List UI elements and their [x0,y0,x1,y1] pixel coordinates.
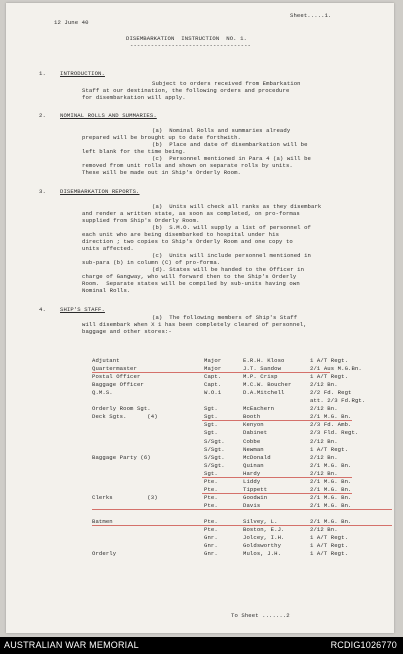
staff-unit: 2/12 Bn. [310,405,338,413]
document-date: 12 June 40 [54,19,89,26]
staff-rank: Gnr. [204,550,218,558]
section-2-line: These will be made out in Ship's Orderly Room. [82,169,242,176]
staff-unit: 2/1 M.G. Bn. [310,461,352,469]
section-3-line: direction ; two copies to Ship's Orderly Room and one copy to [82,238,293,245]
staff-rank: Gnr. [204,542,218,550]
red-pencil-underline [202,493,352,494]
staff-unit: 2/1 M.G. Bn. [310,477,352,485]
staff-name: Newman [243,445,264,453]
section-2-line: (c) Personnel mentioned in Para 4 (a) will be [152,155,312,162]
footer-institution: AUSTRALIAN WAR MEMORIAL [4,640,139,650]
staff-rank: Capt. [204,373,222,381]
archive-footer-bar [0,637,403,654]
staff-unit: 2/3 Fd. Amb. [310,421,352,429]
red-pencil-underline [92,525,392,526]
staff-name: Goldsworthy [243,542,282,550]
section-2-line: (a) Nominal Rolls and summaries already [152,127,291,134]
staff-unit: 2/1 M.G. Bn. [310,501,352,509]
staff-name: Quinan [243,461,264,469]
staff-unit: 2/2 Fd. Regt [310,389,352,397]
section-2-number: 2. [39,112,46,119]
red-pencil-underline [202,477,352,478]
staff-unit: 1 A/T Regt. [310,373,349,381]
staff-rank: Gnr. [204,534,218,542]
section-4-heading: SHIP'S STAFF. [60,306,105,313]
staff-unit: 1 A/T Regt. [310,357,349,364]
section-2-line: prepared will be brought up to date forthwith. [82,134,242,141]
red-pencil-underline [92,509,392,510]
section-4-line: (a) The following members of Ship's Staff [152,314,298,321]
section-4-line: baggage and other stores:- [82,328,172,335]
staff-rank: Sgt. [204,429,218,437]
section-1-line: for disembarkation will apply. [82,94,186,101]
document-page [6,3,394,633]
staff-unit: 2/1 M.G. Bn. [310,485,352,493]
staff-name: Goodwin [243,493,268,501]
section-2-heading: NOMINAL ROLLS AND SUMMARIES. [60,112,157,119]
section-2-line: left blank for the time being. [82,148,186,155]
staff-role-label: Orderly Room Sgt. [92,405,151,413]
staff-name: D.A.Mitchell [243,389,285,397]
section-1-heading: INTRODUCTION. [60,70,105,77]
section-3-line: units affected. [82,245,134,252]
section-4-line: will disembark when X 1 has been completely cleared of personnel, [82,321,307,328]
staff-name: Cobbe [243,437,261,445]
staff-unit: 2/12 Bn. [310,469,338,477]
staff-name: Dabinet [243,429,268,437]
staff-name: McDonald [243,453,271,461]
staff-name: Mulos, J.H. [243,550,282,558]
staff-name: Boston, E.J. [243,526,285,534]
staff-unit: 1 A/T Regt. [310,445,349,453]
staff-unit: 1 A/T Regt. [310,550,349,558]
section-3-line: Room. Separate states will be compiled by sub-units having own [82,280,300,287]
document-title: DISEMBARKATION INSTRUCTION NO. 1. [126,35,247,42]
section-2-line: removed from unit rolls and shown on separate rolls by units. [82,162,293,169]
staff-rank: Pte. [204,526,218,534]
staff-unit: 2/12 Bn. [310,437,338,445]
staff-rank: S/Sgt. [204,453,225,461]
section-4-number: 4. [39,306,46,313]
staff-unit: 2/1 M.G. Bn. [310,518,352,525]
staff-unit: 1 A/T Regt. [310,542,349,550]
staff-role-label: Quartermaster [92,365,137,373]
section-3-line: Nominal Rolls. [82,287,131,294]
staff-role-label: Deck Sgts. (4) [92,413,158,421]
staff-name: Hardy [243,469,261,477]
staff-unit: 2/12 Bn. [310,526,338,534]
section-3-line: and render a written state, as soon as completed, on pro-formas [82,210,300,217]
staff-role-label: Baggage Officer [92,381,144,389]
section-1-line: Subject to orders received from Embarkation [152,80,301,87]
section-2-line: (b) Place and date of disembarkation will be [152,141,308,148]
section-3-line: supplied from Ship's Orderly Room. [82,217,200,224]
staff-name: Silvey, L. [243,518,278,525]
staff-name: Tippett [243,485,268,493]
staff-name: Davis [243,501,261,509]
staff-rank: Major [204,365,222,373]
title-rule: ----------------------------------- [130,42,251,49]
section-1-number: 1. [39,70,46,77]
staff-unit: 2/12 Bn. [310,453,338,461]
to-sheet-note: To Sheet .......2 [231,612,290,619]
staff-rank: Pte. [204,518,218,525]
staff-role-label: Q.M.S. [92,389,113,397]
staff-unit: 2/12 Bn. [310,381,338,389]
staff-role-label: Postal Officer [92,373,141,381]
red-pencil-underline [92,372,330,373]
section-3-line: (d). States will be handed to the Officer in [152,266,305,273]
footer-record-id: RCDIG1026770 [330,640,397,650]
staff-name: Jolcey, I.H. [243,534,285,542]
staff-unit: 2/1 M.G. Bn. [310,413,352,421]
staff-unit: 2/1 Aus M.G.Bn. [310,365,362,373]
section-3-line: charge of Gangway, who will forward then to the Ship's Orderly [82,273,297,280]
staff-rank: S/Sgt. [204,437,225,445]
staff-rank: Pte. [204,501,218,509]
staff-role-label: Adjutant [92,357,120,364]
staff-unit: 2/3 Fld. Regt. [310,429,359,437]
staff-rank: Pte. [204,485,218,493]
staff-rank: Sgt. [204,413,218,421]
staff-rank: Sgt. [204,421,218,429]
staff-rank: S/Sgt. [204,445,225,453]
staff-unit: 2/1 M.G. Bn. [310,493,352,501]
staff-rank: W.O.1 [204,389,222,397]
staff-name: E.R.H. Kloso [243,357,285,364]
staff-role-label: Batmen [92,518,113,525]
staff-name: Booth [243,413,261,421]
section-3-heading: DISEMBARKATION REPORTS. [60,188,140,195]
staff-rank: Sgt. [204,405,218,413]
staff-name: Kenyon [243,421,264,429]
section-1-line: Staff at our destination, the following orders and procedure [82,87,290,94]
staff-rank: Major [204,357,222,364]
staff-name: M.C.W. Boucher [243,381,292,389]
staff-rank: S/Sgt. [204,461,225,469]
section-3-number: 3. [39,188,46,195]
sheet-number: Sheet.....1. [290,12,332,19]
staff-name: J.T. Sandow [243,365,282,373]
staff-rank: Capt. [204,381,222,389]
staff-rank: Sgt. [204,469,218,477]
staff-unit: 1 A/T Regt. [310,534,349,542]
red-pencil-underline [202,420,352,421]
staff-unit: att. 2/3 Fd.Rgt. [310,397,366,405]
section-3-line: sub-para (b) in column (C) of pro-forma. [82,259,221,266]
staff-role-label: Orderly [92,550,117,558]
section-3-line: (a) Units will check all ranks as they disembark [152,203,322,210]
staff-name: M.P. Crisp [243,373,278,381]
staff-rank: Pte. [204,493,218,501]
staff-role-label: Baggage Party (6) [92,453,151,461]
section-3-line: (c) Units will include personnel mentioned in [152,252,312,259]
staff-name: McEachern [243,405,275,413]
staff-name: Liddy [243,477,261,485]
staff-rank: Pte. [204,477,218,485]
section-3-line: each unit who are being disembarked to hospital under his [82,231,280,238]
staff-role-label: Clerks (3) [92,493,158,501]
section-3-line: (b) S.M.O. will supply a list of personnel of [152,224,312,231]
